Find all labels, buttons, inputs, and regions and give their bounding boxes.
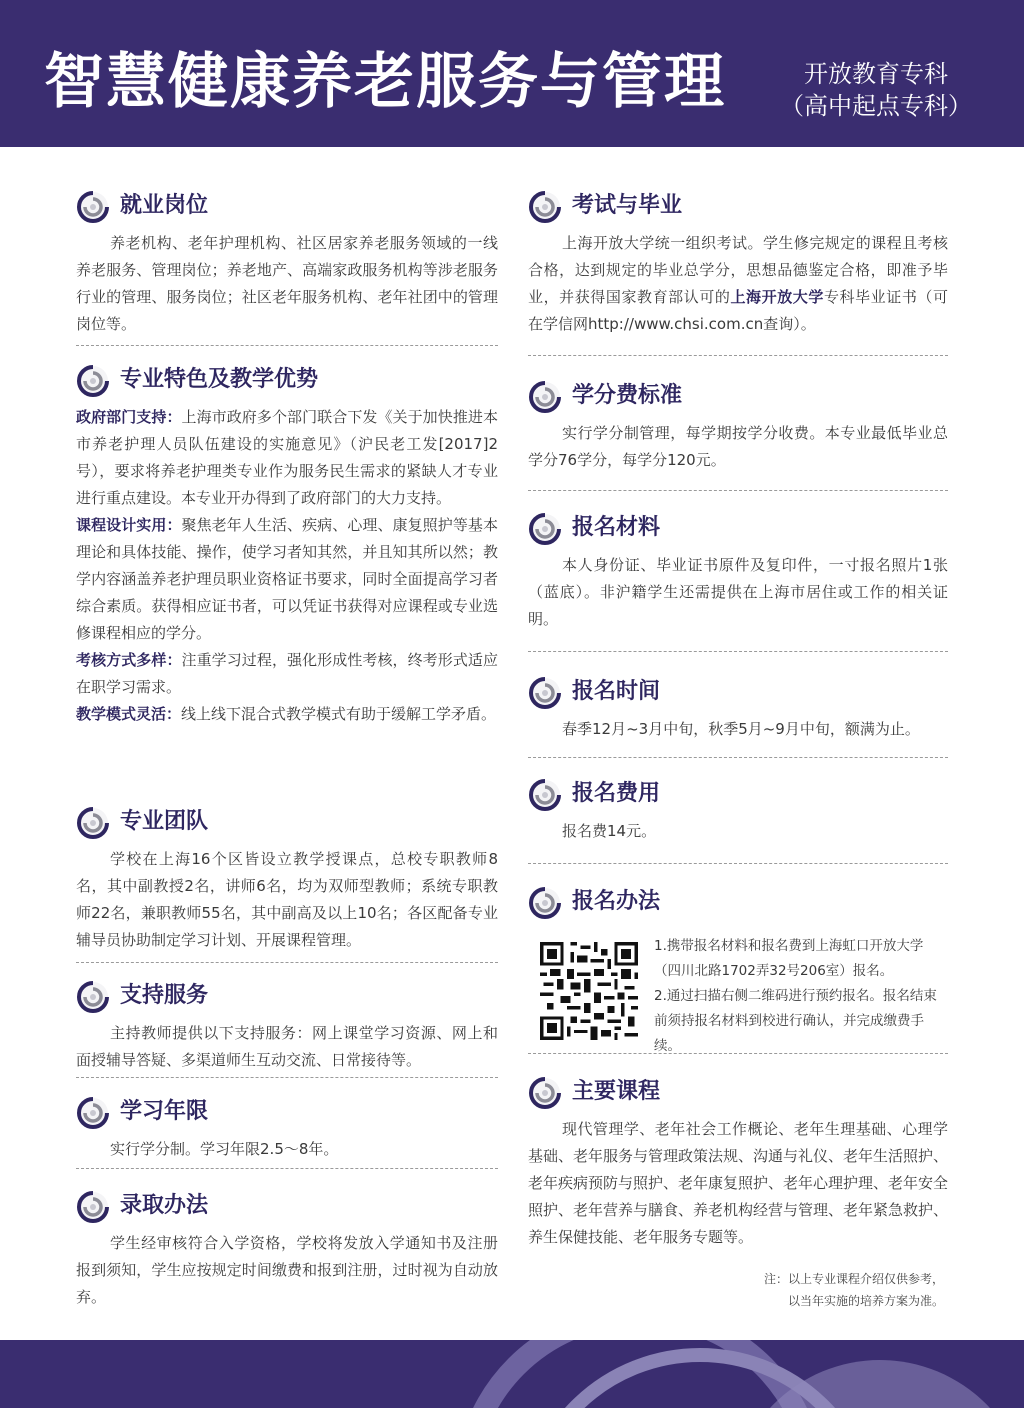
section-text: 春季12月~3月中旬，秋季5月~9月中旬，额满为止。 xyxy=(562,720,920,738)
section-heading xyxy=(76,802,498,842)
heading-text: 专业团队 xyxy=(120,809,209,834)
section-text: 报名费14元。 xyxy=(562,822,657,840)
section-heading xyxy=(76,1186,498,1226)
section-fees xyxy=(528,376,948,474)
feature-label: 考核方式多样： xyxy=(76,651,182,669)
heading-text: 学分费标准 xyxy=(572,383,683,408)
section-materials xyxy=(528,508,948,633)
dashed-divider xyxy=(528,355,948,356)
dashed-divider xyxy=(76,345,498,346)
section-heading xyxy=(528,774,948,814)
swirl-logo-icon xyxy=(528,380,562,414)
swirl-logo-icon xyxy=(76,1096,110,1130)
heading-text: 报名材料 xyxy=(572,515,661,540)
section-text: 实行学分制。学习年限2.5～8年。 xyxy=(110,1140,339,1158)
dashed-divider xyxy=(76,1077,498,1078)
exam-text-before: 上海开放大学统一组织考试。学生修完规定的课程且考核合格，达到规定的毕业总学分，思想品德鉴定合格，即准予毕业，并获得国家教育部认可的 xyxy=(528,234,948,306)
feature-item xyxy=(76,647,498,701)
feature-item xyxy=(76,404,498,512)
section-text: 养老机构、老年护理机构、社区居家养老服务领域的一线养老服务、管理岗位；养老地产、高端家政服务机构等涉老服务行业的管理、服务岗位；社区老年服务机构、老年社团中的管理岗位等。 xyxy=(76,234,498,333)
heading-text: 学习年限 xyxy=(120,1099,209,1124)
swirl-logo-icon xyxy=(76,364,110,398)
heading-text: 考试与毕业 xyxy=(572,193,683,218)
section-support xyxy=(76,976,498,1074)
swirl-logo-icon xyxy=(76,806,110,840)
section-exam xyxy=(528,186,948,338)
section-heading xyxy=(528,882,948,922)
feature-label: 课程设计实用： xyxy=(76,516,182,534)
section-heading xyxy=(528,186,948,226)
swirl-logo-icon xyxy=(528,190,562,224)
page-title: 智慧健康养老服务与管理 xyxy=(44,47,726,117)
feature-text: 注重学习过程，强化形成性考核，终考形式适应在职学习需求。 xyxy=(76,651,498,696)
section-heading xyxy=(76,976,498,1016)
feature-label: 教学模式灵活： xyxy=(76,705,182,723)
feature-text: 线上线下混合式教学模式有助于缓解工学矛盾。 xyxy=(181,705,497,723)
heading-text: 录取办法 xyxy=(120,1193,209,1218)
heading-text: 主要课程 xyxy=(572,1079,661,1104)
feature-label: 政府部门支持： xyxy=(76,408,182,426)
feature-item xyxy=(76,701,498,728)
registration-step-2: 2.通过扫描右侧二维码进行预约报名。报名结束前须持报名材料到校进行确认，并完成缴费手续。 xyxy=(654,988,937,1054)
heading-text: 报名费用 xyxy=(572,781,661,806)
program-type-line1: 开放教育专科 xyxy=(804,60,948,88)
heading-text: 报名时间 xyxy=(572,679,661,704)
dashed-divider xyxy=(528,490,948,491)
section-text: 主持教师提供以下支持服务：网上课堂学习资源、网上和面授辅导答疑、多渠道师生互动交流、日常接待等。 xyxy=(76,1024,498,1069)
section-text: 本人身份证、毕业证书原件及复印件，一寸报名照片1张（蓝底）。非沪籍学生还需提供在上海市居住或工作的相关证明。 xyxy=(528,556,948,628)
section-features xyxy=(76,360,498,728)
footer-swirl-decoration xyxy=(0,1340,1024,1408)
section-text: 学校在上海16个区皆设立教学授课点，总校专职教师8名，其中副教授2名，讲师6名，均为双师型教师；系统专职教师22名，兼职教师55名，其中副高及以上10名；各区配备专业辅导员协助制定学习计划、开展课程管理。 xyxy=(76,850,498,949)
program-type-line2: （高中起点专科） xyxy=(780,92,972,120)
section-heading xyxy=(528,1072,948,1112)
section-duration xyxy=(76,1092,498,1163)
registration-step-1: 1.携带报名材料和报名费到上海虹口开放大学（四川北路1702弄32号206室）报名。 xyxy=(654,938,924,979)
qr-code-icon[interactable] xyxy=(540,942,638,1040)
section-heading xyxy=(528,672,948,712)
footnote-line2: 以当年实施的培养方案为准。 xyxy=(787,1294,944,1308)
section-courses xyxy=(528,1072,948,1251)
exam-text-after: 专科毕业证书（可在学信网http://www.chsi.com.cn查询）。 xyxy=(528,288,948,333)
program-type xyxy=(776,58,976,122)
heading-text: 支持服务 xyxy=(120,983,209,1008)
section-heading xyxy=(76,1092,498,1132)
section-jobs xyxy=(76,186,498,338)
dashed-divider xyxy=(528,1053,948,1054)
university-name: 上海开放大学 xyxy=(730,288,824,306)
section-regfee xyxy=(528,774,948,845)
section-heading xyxy=(528,508,948,548)
swirl-logo-icon xyxy=(528,676,562,710)
section-heading xyxy=(528,376,948,416)
swirl-logo-icon xyxy=(528,1076,562,1110)
heading-text: 就业岗位 xyxy=(120,193,209,218)
registration-steps xyxy=(654,934,950,1059)
dashed-divider xyxy=(76,962,498,963)
swirl-logo-icon xyxy=(528,886,562,920)
section-method xyxy=(528,882,948,1054)
feature-item xyxy=(76,512,498,647)
feature-text: 聚焦老年人生活、疾病、心理、康复照护等基本理论和具体技能、操作，使学习者知其然，并且知其所以然；教学内容涵盖养老护理员职业资格证书要求，同时全面提高学习者综合素质。获得相应证书者，可以凭证书获得对应课程或专业选修课程相应的学分。 xyxy=(76,516,498,642)
section-heading xyxy=(76,360,498,400)
section-admission xyxy=(76,1186,498,1311)
dashed-divider xyxy=(528,651,948,652)
dashed-divider xyxy=(528,757,948,758)
dashed-divider xyxy=(76,1168,498,1169)
swirl-logo-icon xyxy=(76,1190,110,1224)
section-team xyxy=(76,802,498,954)
swirl-logo-icon xyxy=(76,980,110,1014)
swirl-logo-icon xyxy=(76,190,110,224)
section-text: 现代管理学、老年社会工作概论、老年生理基础、心理学基础、老年服务与管理政策法规、沟通与礼仪、老年生活照护、老年疾病预防与照护、老年康复照护、老年心理护理、老年安全照护、老年营养与膳食、养老机构经营与管理、老年紧急救护、养生保健技能、老年服务专题等。 xyxy=(528,1120,949,1246)
section-text: 学生经审核符合入学资格，学校将发放入学通知书及注册报到须知，学生应按规定时间缴费和报到注册，过时视为自动放弃。 xyxy=(76,1234,498,1306)
section-heading xyxy=(76,186,498,226)
footnote-line1: 注：以上专业课程介绍仅供参考， xyxy=(763,1272,944,1286)
section-time xyxy=(528,672,948,743)
feature-text: 上海市政府多个部门联合下发《关于加快推进本市养老护理人员队伍建设的实施意见》（沪民老工发[2017]2号），要求将养老护理类专业作为服务民生需求的紧缺人才专业进行重点建设。本专业开办得到了政府部门的大力支持。 xyxy=(76,408,498,507)
heading-text: 专业特色及教学优势 xyxy=(120,367,319,392)
swirl-logo-icon xyxy=(528,512,562,546)
section-text xyxy=(528,230,948,338)
heading-text: 报名办法 xyxy=(572,889,661,914)
dashed-divider xyxy=(528,863,948,864)
header-banner xyxy=(0,0,1024,147)
swirl-logo-icon xyxy=(528,778,562,812)
section-text: 实行学分制管理，每学期按学分收费。本专业最低毕业总学分76学分，每学分120元。 xyxy=(528,424,948,469)
footnote xyxy=(624,1268,944,1312)
footer-band xyxy=(0,1340,1024,1408)
